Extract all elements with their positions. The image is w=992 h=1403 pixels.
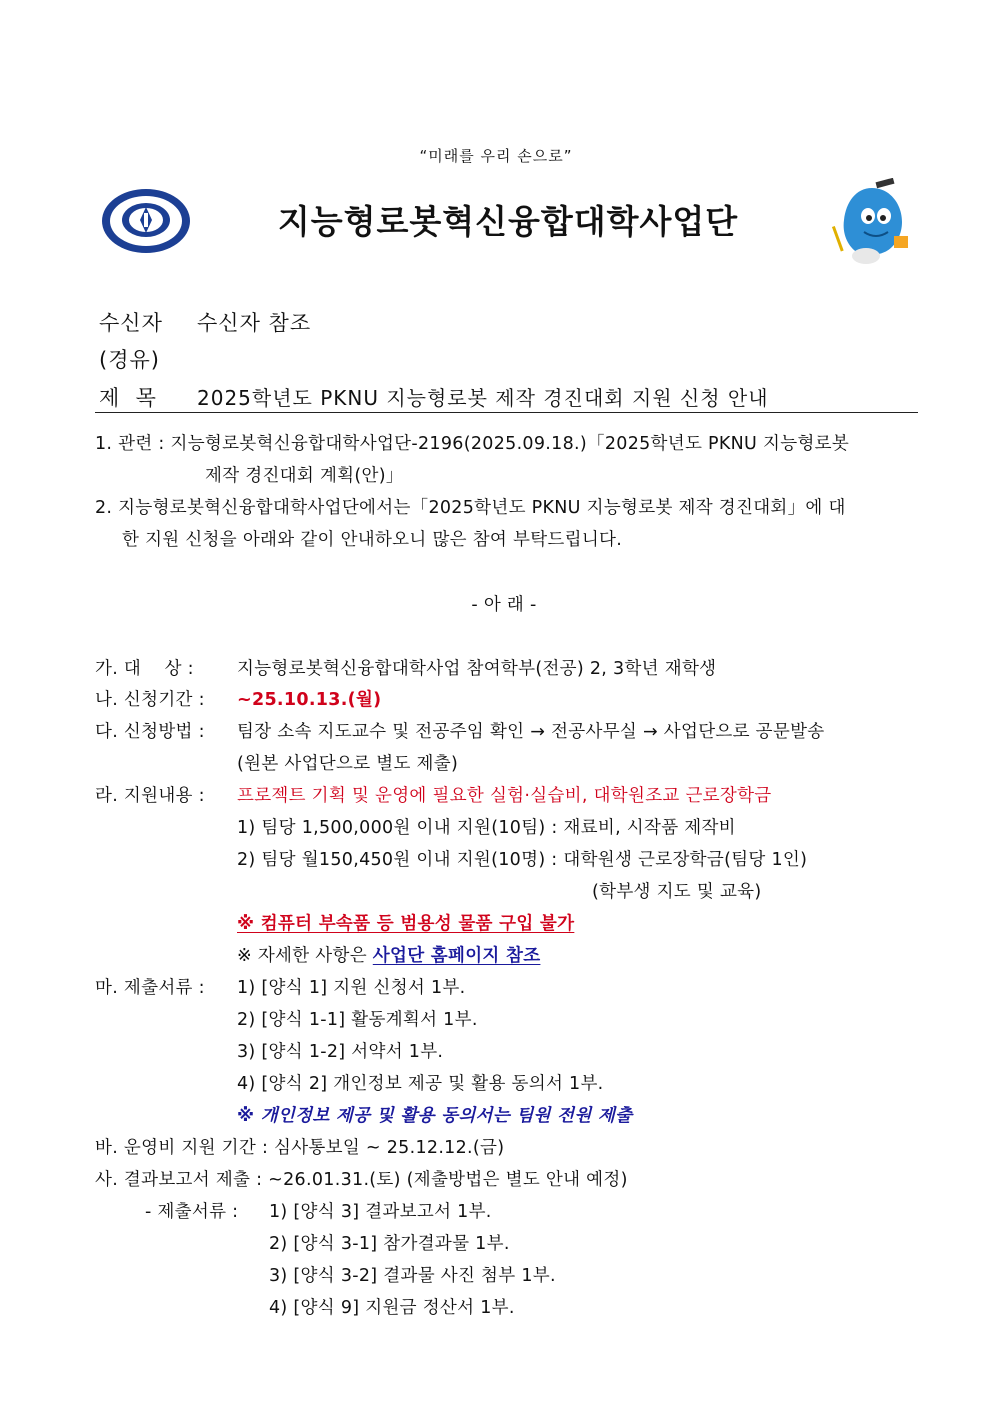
- section-ba: 바. 운영비 지원 기간 : 심사통보일 ~ 25.12.12.(금): [95, 1138, 505, 1158]
- notice-heading: - 아 래 -: [471, 595, 537, 615]
- item-1-line-2: 제작 경진대회 계획(안)」: [205, 466, 404, 486]
- section-ra-item-1: 1) 팀당 1,500,000원 이내 지원(10팀) : 재료비, 시작품 제작비: [237, 818, 736, 838]
- subject-value: 2025학년도 PKNU 지능형로봇 제작 경진대회 지원 신청 안내: [197, 386, 769, 410]
- section-ra-label: 라. 지원내용 :: [95, 786, 205, 806]
- section-ra-item-2: 2) 팀당 월150,450원 이내 지원(10명) : 대학원생 근로장학금(팀당 1인): [237, 850, 808, 870]
- section-sa: 사. 결과보고서 제출 : ~26.01.31.(토) (제출방법은 별도 안내 예정): [95, 1170, 628, 1190]
- section-da-value: 팀장 소속 지도교수 및 전공주임 확인 → 전공사무실 → 사업단으로 공문발송: [237, 722, 825, 742]
- section-sa-item-3: 3) [양식 3-2] 결과물 사진 첨부 1부.: [269, 1266, 556, 1286]
- recipient-label: 수신자: [99, 311, 163, 335]
- section-ma-note: ※ 개인정보 제공 및 활용 동의서는 팀원 전원 제출: [237, 1106, 633, 1126]
- section-na-value: ~25.10.13.(월): [237, 690, 382, 710]
- section-ma-item-1: 1) [양식 1] 지원 신청서 1부.: [237, 978, 466, 998]
- section-sa-item-4: 4) [양식 9] 지원금 정산서 1부.: [269, 1298, 515, 1318]
- section-ga-value: 지능형로봇혁신융합대학사업 참여학부(전공) 2, 3학년 재학생: [237, 659, 717, 679]
- section-sa-sub-label: - 제출서류 :: [145, 1202, 239, 1222]
- section-ma-item-2: 2) [양식 1-1] 활동계획서 1부.: [237, 1010, 478, 1030]
- section-da-value-2: (원본 사업단으로 별도 제출): [237, 754, 459, 774]
- section-sa-item-2: 2) [양식 3-1] 참가결과물 1부.: [269, 1234, 510, 1254]
- section-ra-note-2: [237, 942, 540, 967]
- organization-title: 지능형로봇혁신융합대학사업단: [277, 202, 739, 241]
- section-ma-item-4: 4) [양식 2] 개인정보 제공 및 활용 동의서 1부.: [237, 1074, 604, 1094]
- section-na-label: 나. 신청기간 :: [95, 690, 205, 710]
- section-ra-item-2b: (학부생 지도 및 교육): [592, 882, 762, 902]
- via-label: (경유): [99, 348, 160, 372]
- item-2-line-2: 한 지원 신청을 아래와 같이 안내하오니 많은 참여 부탁드립니다.: [122, 530, 623, 550]
- mascot-icon: [832, 178, 912, 266]
- recipient-value: 수신자 참조: [197, 311, 312, 335]
- section-ra-note-1: ※ 컴퓨터 부속품 등 범용성 물품 구입 불가: [237, 914, 575, 934]
- section-ra-value: 프로젝트 기획 및 운영에 필요한 실험·실습비, 대학원조교 근로장학금: [237, 786, 772, 806]
- section-ra-note-2-prefix: ※ 자세한 사항은: [237, 946, 373, 966]
- section-sa-item-1: 1) [양식 3] 결과보고서 1부.: [269, 1202, 492, 1222]
- subject-label: 제 목: [99, 386, 157, 410]
- section-da-label: 다. 신청방법 :: [95, 722, 205, 742]
- slogan: “미래를 우리 손으로”: [419, 147, 573, 165]
- section-ga-label: 가. 대 상 :: [95, 659, 194, 679]
- section-ma-item-3: 3) [양식 1-2] 서약서 1부.: [237, 1042, 444, 1062]
- divider: [95, 412, 918, 413]
- section-ma-label: 마. 제출서류 :: [95, 978, 205, 998]
- item-2-line-1: 2. 지능형로봇혁신융합대학사업단에서는「2025학년도 PKNU 지능형로봇 제작 경진대회」에 대: [95, 498, 846, 518]
- item-1-line-1: 1. 관련 : 지능형로봇혁신융합대학사업단-2196(2025.09.18.)「2025학년도 PKNU 지능형로봇: [95, 434, 850, 454]
- homepage-reference: 사업단 홈페이지 참조: [372, 946, 541, 966]
